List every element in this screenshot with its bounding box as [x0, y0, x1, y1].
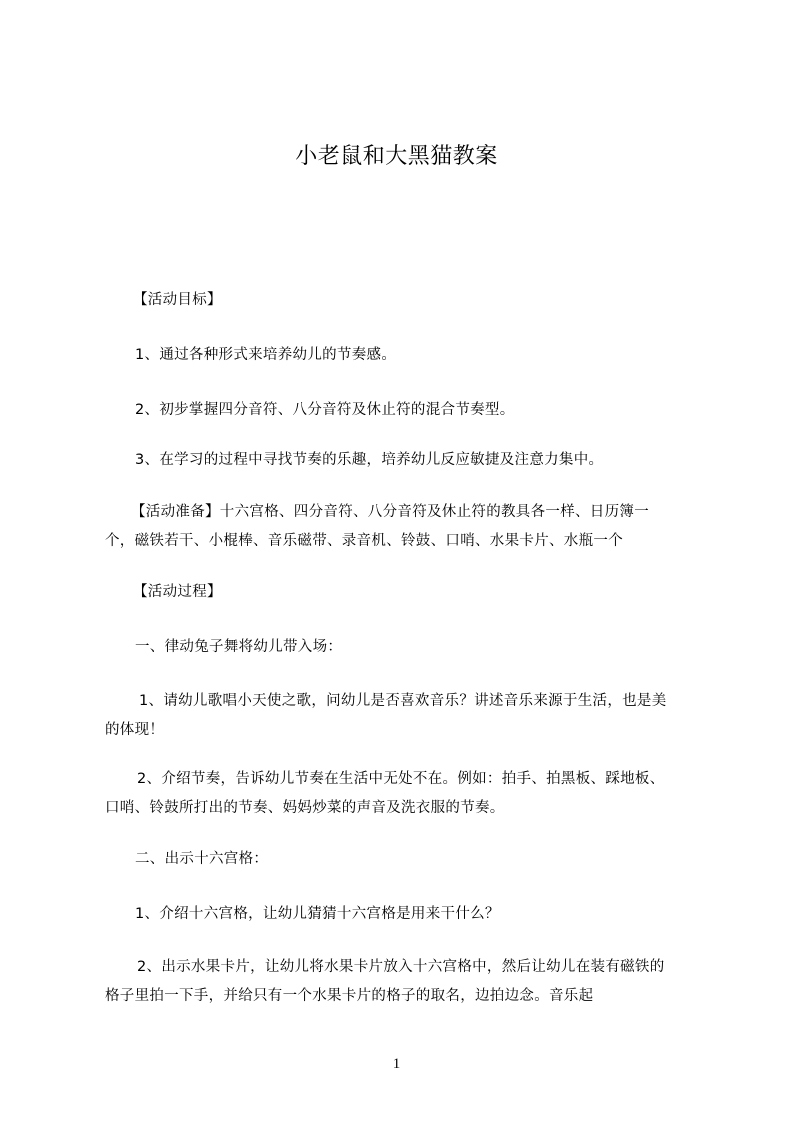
text-line: 口哨、铃鼓所打出的节奏、妈妈炒菜的声音及洗衣服的节奏。 — [105, 800, 505, 816]
paragraph-goals-heading — [105, 286, 715, 315]
paragraph-section-2-item-2 — [105, 953, 715, 1011]
paragraph-section-2-item-1 — [105, 900, 715, 929]
paragraph-goal-1 — [105, 341, 715, 370]
paragraph-process-heading — [105, 578, 715, 607]
paragraph-section-1-item-1 — [105, 687, 715, 745]
text-line: 的体现！ — [105, 722, 165, 738]
paragraph-goal-3 — [105, 446, 715, 475]
text-line: 1、通过各种形式来培养幼儿的节奏感。 — [135, 347, 397, 363]
text-line: 2、初步掌握四分音符、八分音符及休止符的混合节奏型。 — [135, 402, 515, 418]
text-line: 1、请幼儿歌唱小天使之歌，问幼儿是否喜欢音乐？讲述音乐来源于生活，也是美 — [139, 693, 667, 709]
paragraph-section-1-heading — [105, 633, 715, 662]
text-line: 格子里拍一下手，并给只有一个水果卡片的格子的取名，边拍边念。音乐起 — [105, 988, 594, 1004]
paragraph-section-1-item-2 — [105, 765, 715, 823]
text-line: 个，磁铁若干、小棍棒、音乐磁带、录音机、铃鼓、口哨、水果卡片、水瓶一个 — [105, 533, 623, 549]
text-line: 2、介绍节奏，告诉幼儿节奏在生活中无处不在。例如：拍手、拍黑板、踩地板、 — [137, 771, 665, 787]
text-line: 【活动过程】 — [133, 584, 222, 600]
text-line: 二、出示十六宫格： — [135, 851, 269, 867]
text-line: 【活动目标】 — [133, 292, 222, 308]
text-line: 1、介绍十六宫格，让幼儿猜猜十六宫格是用来干什么？ — [135, 906, 500, 922]
paragraph-goal-2 — [105, 396, 715, 425]
paragraph-section-2-heading — [105, 845, 715, 874]
paragraph-preparation — [105, 498, 715, 556]
document-title: 小老鼠和大黑猫教案 — [295, 144, 498, 169]
text-line: 2、出示水果卡片，让幼儿将水果卡片放入十六宫格中，然后让幼儿在装有磁铁的 — [137, 959, 665, 975]
text-line: 3、在学习的过程中寻找节奏的乐趣，培养幼儿反应敏捷及注意力集中。 — [135, 452, 604, 468]
text-line: 【活动准备】十六宫格、四分音符、八分音符及休止符的教具各一样、日历簿一 — [131, 504, 649, 520]
page-number: 1 — [392, 1056, 401, 1072]
text-line: 一、律动兔子舞将幼儿带入场： — [135, 639, 343, 655]
